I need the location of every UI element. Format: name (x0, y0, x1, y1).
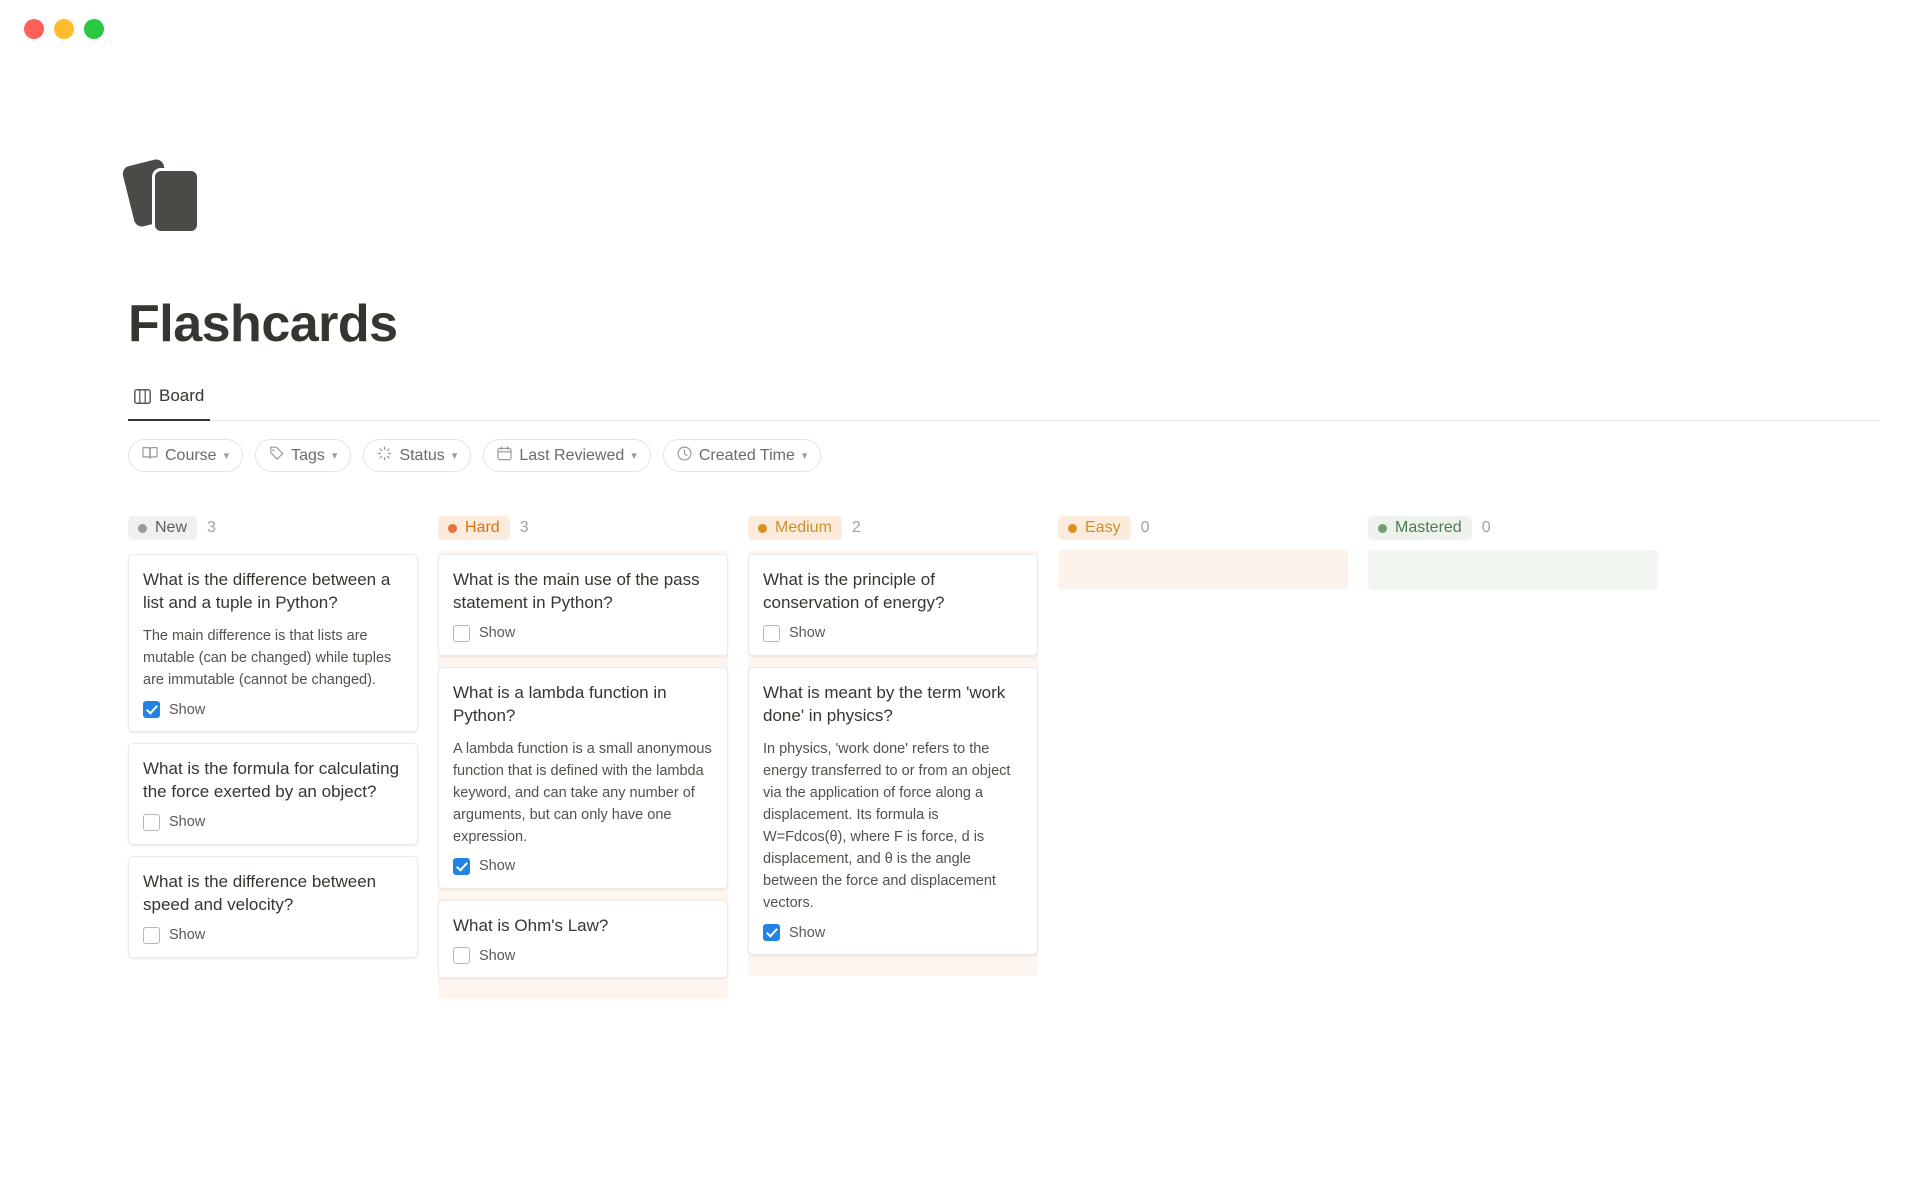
column-count: 3 (519, 519, 529, 536)
show-label: Show (789, 924, 826, 941)
column-header (128, 506, 418, 550)
filter-status[interactable] (363, 439, 471, 472)
show-label: Show (169, 927, 206, 944)
filter-created-time-label: Created Time (698, 446, 795, 464)
flashcard[interactable] (438, 554, 728, 656)
flashcard[interactable] (438, 667, 728, 889)
status-dot-icon (1378, 524, 1387, 533)
close-window-button[interactable] (24, 19, 44, 39)
board-column (748, 506, 1038, 976)
column-title-label: Mastered (1395, 519, 1462, 536)
clock-icon (677, 446, 692, 466)
filter-bar (128, 439, 1880, 472)
chevron-down-icon: ▾ (331, 450, 338, 462)
tab-board-label: Board (159, 386, 205, 405)
column-header (1368, 506, 1658, 550)
flashcard-answer: A lambda function is a small anonymous function that is defined with the lambda keyword, and can take any number of arguments, but can only have one expression. (453, 740, 712, 845)
loading-icon (377, 446, 392, 466)
filter-course-label: Course (165, 446, 217, 464)
show-label: Show (479, 625, 516, 642)
column-header (1058, 506, 1348, 550)
column-cards (748, 550, 1038, 976)
column-cards (1368, 550, 1658, 590)
page-title: Flashcards (128, 295, 398, 353)
tag-icon (269, 446, 284, 466)
book-icon (142, 446, 158, 465)
board-column (128, 506, 418, 979)
chevron-down-icon: ▾ (801, 450, 808, 462)
tab-board[interactable] (128, 380, 210, 421)
show-checkbox[interactable] (143, 814, 160, 831)
traffic-lights (24, 19, 104, 39)
chevron-down-icon: ▾ (451, 450, 458, 462)
show-label: Show (789, 625, 826, 642)
filter-tags-label: Tags (291, 446, 325, 464)
column-title-label: Hard (465, 519, 500, 536)
chevron-down-icon: ▾ (631, 450, 637, 462)
show-label: Show (479, 858, 516, 875)
board-icon (134, 389, 151, 404)
show-checkbox[interactable] (763, 924, 780, 941)
flashcard[interactable] (128, 856, 418, 958)
column-title-label: Easy (1085, 519, 1121, 536)
column-title-chip[interactable] (1368, 516, 1472, 540)
show-answer-row (143, 814, 403, 831)
status-dot-icon (758, 524, 767, 533)
minimize-window-button[interactable] (54, 19, 74, 39)
column-title-chip[interactable] (438, 516, 510, 540)
filter-last-reviewed-label: Last Reviewed (519, 446, 625, 464)
status-dot-icon (1068, 524, 1077, 533)
show-answer-row (763, 625, 1023, 642)
show-answer-row (453, 625, 713, 642)
filter-status-label: Status (399, 446, 445, 464)
board-column (438, 506, 728, 999)
column-count: 2 (851, 519, 861, 536)
column-cards (438, 550, 728, 999)
flashcards-icon (128, 158, 210, 236)
show-checkbox[interactable] (453, 625, 470, 642)
maximize-window-button[interactable] (84, 19, 104, 39)
flashcard-answer: In physics, 'work done' refers to the energy transferred to or from an object via the application of force along a displacement. Its formula is W=Fdcos(θ), where F is force, d is displacement, and θ is the angle between the force and displacement vectors. (763, 740, 1011, 912)
column-header (748, 506, 1038, 550)
show-answer-row (143, 927, 403, 944)
filter-tags[interactable] (255, 439, 351, 472)
show-answer-row (763, 924, 1023, 941)
board-column (1368, 506, 1658, 590)
calendar-icon (497, 446, 512, 466)
status-dot-icon (448, 524, 457, 533)
flashcard[interactable] (748, 667, 1038, 955)
column-cards (1058, 550, 1348, 590)
show-label: Show (169, 814, 206, 831)
flashcard-answer: The main difference is that lists are mutable (can be changed) while tuples are immutable (cannot be changed). (143, 627, 392, 688)
show-label: Show (479, 947, 516, 964)
column-cards (128, 550, 418, 979)
column-count: 0 (1481, 519, 1491, 536)
column-title-label: New (155, 519, 188, 536)
filter-created-time[interactable] (663, 439, 822, 472)
page-content (0, 158, 1920, 999)
show-checkbox[interactable] (453, 858, 470, 875)
status-dot-icon (138, 524, 147, 533)
column-title-chip[interactable] (748, 516, 842, 540)
flashcard-question: What is a lambda function in Python? (453, 682, 667, 726)
show-answer-row (453, 947, 713, 964)
board-column (1058, 506, 1348, 590)
flashcard-question: What is the difference between a list and a tuple in Python? (143, 570, 391, 613)
filter-course[interactable] (128, 439, 243, 472)
flashcard[interactable] (128, 743, 418, 845)
flashcard[interactable] (128, 554, 418, 732)
column-header (438, 506, 728, 550)
flashcard-question: What is the formula for calculating the force exerted by an object? (143, 759, 400, 802)
show-answer-row (143, 701, 403, 718)
column-count: 0 (1140, 519, 1150, 536)
flashcard-question: What is the difference between speed and velocity? (143, 871, 377, 915)
column-title-label: Medium (775, 519, 832, 536)
show-label: Show (169, 701, 206, 718)
flashcard[interactable] (748, 554, 1038, 656)
show-answer-row (453, 858, 713, 875)
flashcard-question: What is the main use of the pass statement in Python? (453, 570, 700, 613)
column-title-chip[interactable] (128, 516, 197, 540)
flashcard-question: What is Ohm's Law? (453, 915, 609, 935)
show-checkbox[interactable] (763, 625, 780, 642)
window-titlebar (0, 0, 1920, 58)
show-checkbox[interactable] (453, 947, 470, 964)
column-title-chip[interactable] (1058, 516, 1131, 540)
filter-last-reviewed[interactable] (483, 439, 650, 472)
flashcard-question: What is the principle of conservation of energy? (763, 570, 945, 613)
flashcard[interactable] (438, 900, 728, 978)
column-count: 3 (207, 519, 216, 536)
show-checkbox[interactable] (143, 927, 160, 944)
flashcard-question: What is meant by the term 'work done' in physics? (763, 682, 1006, 726)
chevron-down-icon: ▾ (223, 450, 230, 462)
view-tabs (128, 380, 1880, 421)
kanban-board (128, 506, 1880, 999)
show-checkbox[interactable] (143, 701, 160, 718)
